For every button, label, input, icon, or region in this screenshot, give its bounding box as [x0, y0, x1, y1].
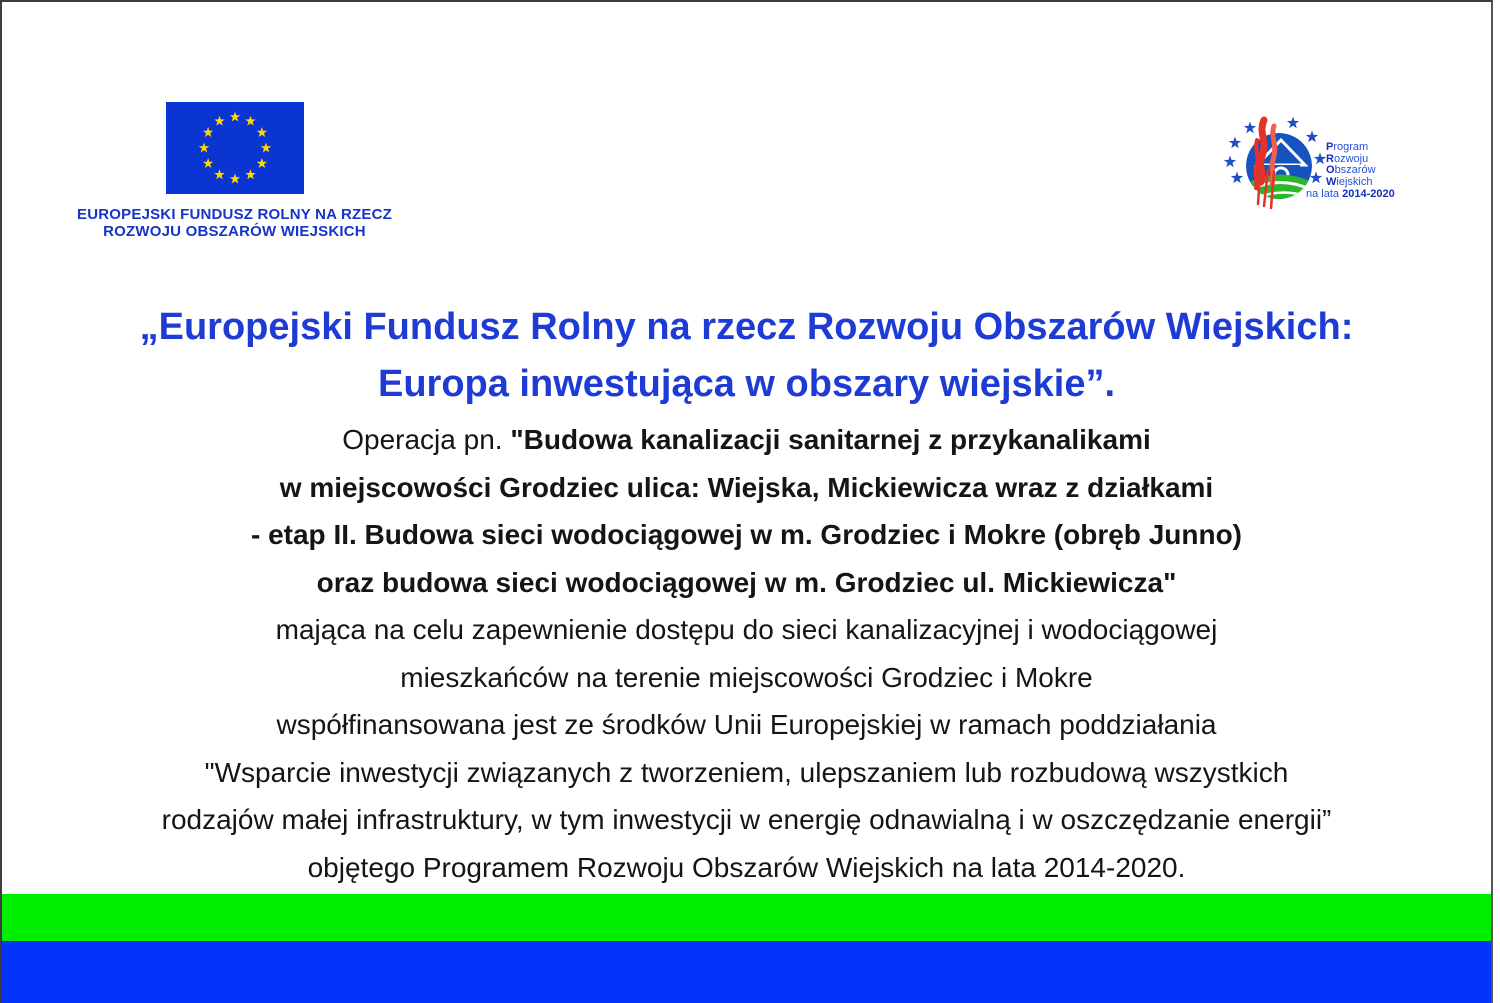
operation-description	[2, 416, 1491, 891]
eu-flag-icon	[166, 102, 304, 194]
body-line7: współfinansowana jest ze środków Unii Europejskiej w ramach poddziałania	[276, 709, 1217, 740]
prow-title: Program Rozwoju Obszarów Wiejskich	[1326, 141, 1376, 188]
body-line1: Operacja pn. "Budowa kanalizacji sanitarnej z przykanalikami	[342, 424, 1151, 455]
eu-funding-block	[62, 102, 407, 240]
body-line9: rodzajów małej infrastruktury, w tym inwestycji w energię odnawialną i w oszczędzanie energii”	[161, 804, 1332, 835]
body-line8: "Wsparcie inwestycji związanych z tworzeniem, ulepszaniem lub rozbudową wszystkich	[204, 756, 1289, 788]
body-line6: mieszkańców na terenie miejscowości Grodziec i Mokre	[400, 661, 1093, 693]
bottom-stripes	[0, 894, 1493, 1003]
eu-caption-line1: EUROPEJSKI FUNDUSZ ROLNY NA RZECZ	[77, 206, 392, 223]
eu-caption-line2: ROZWOJU OBSZARÓW WIEJSKICH	[103, 223, 366, 240]
page-title	[2, 299, 1491, 413]
prow-period: na lata 2014-2020	[1306, 188, 1395, 200]
body-line5: mająca na celu zapewnienie dostępu do sieci kanalizacyjnej i wodociągowej	[275, 614, 1218, 645]
body-line10: objętego Programem Rozwoju Obszarów Wiejskich na lata 2014-2020.	[307, 851, 1186, 883]
body-line4: oraz budowa sieci wodociągowej w m. Grodziec ul. Mickiewicza"	[316, 566, 1177, 598]
blue-stripe	[0, 941, 1493, 1003]
title-line2: Europa inwestująca w obszary wiejskie”.	[377, 363, 1116, 405]
title-line1: „Europejski Fundusz Rolny na rzecz Rozwoju Obszarów Wiejskich:	[139, 306, 1354, 348]
body-line2: w miejscowości Grodziec ulica: Wiejska, Mickiewicza wraz z działkami	[279, 471, 1214, 503]
green-stripe	[0, 894, 1493, 941]
body-line3: - etap II. Budowa sieci wodociągowej w m. Grodziec i Mokre (obręb Junno)	[250, 519, 1243, 550]
